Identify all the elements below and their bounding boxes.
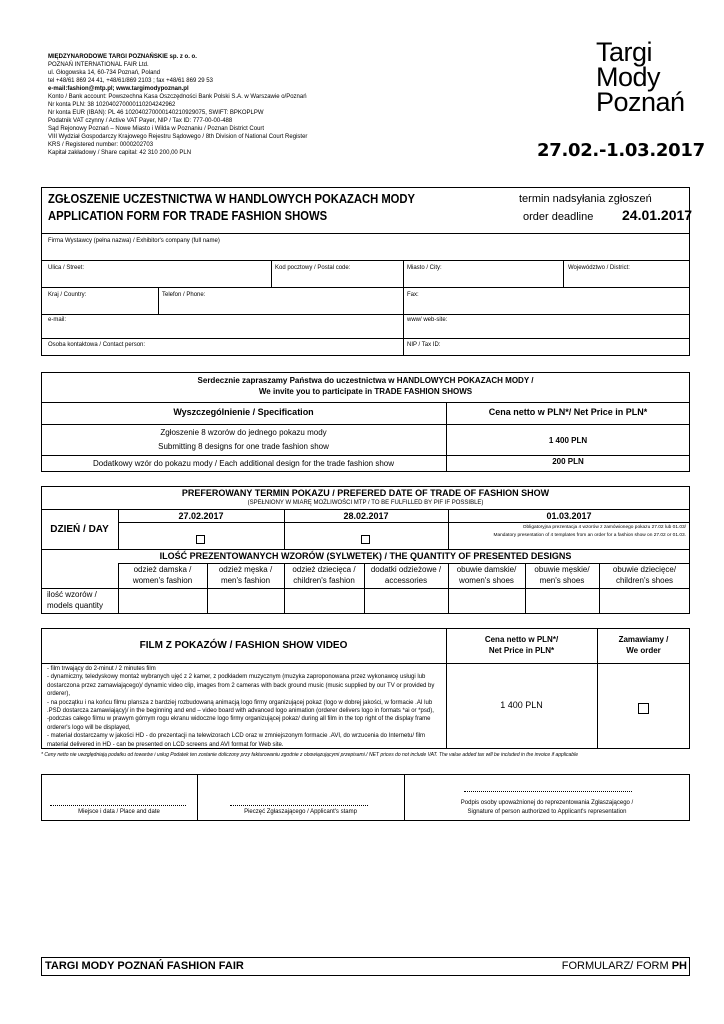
preferred-subtitle: (SPEŁNIONY W MIARĘ MOŻLIWOŚCI MTP / TO BE FULFILLED BY PIF IF POSSIBLE) — [247, 500, 484, 506]
organizer-vat: Podatnik VAT czynny / Active VAT Payer, NIP / Tax ID: 777-00-00-488 — [48, 118, 233, 124]
organizer-bank: Konto / Bank account: Powszechna Kasa Oszczędności Bank Polski S.A. w Warszawie o/Poznań — [48, 94, 307, 100]
category-womens-shoes-en: women's shoes — [459, 576, 514, 585]
category-mens-shoes-en: men's shoes — [539, 576, 585, 585]
video-price-header-1: Cena netto w PLN*/ — [484, 635, 559, 644]
signature-label-pl: Podpis osoby upoważnionej do reprezentowania Zgłaszającego / — [460, 800, 634, 806]
row1-spec-pl: Zgłoszenie 8 wzorów do jednego pokazu mody — [160, 428, 327, 437]
region-field-label: Województwo / District: — [568, 265, 630, 271]
category-accessories-en: accessories — [384, 576, 428, 585]
category-women-en: women's fashion — [132, 576, 193, 585]
date-option-2: 28.02.2017 — [343, 511, 389, 521]
category-men-pl: odzież męska / — [218, 565, 273, 574]
organizer-email: e-mail:fashion@mtp.pl; www.targimodypoznan.pl — [48, 86, 189, 92]
video-desc-line: - na początku i na końcu filmu plansza z bardziej rozbudowaną animacją logo firmy organizującej pokaz (logo w dobrej jakości, w formacie .AI lub — [47, 699, 433, 706]
qty-input-children[interactable] — [285, 589, 364, 613]
date-option-1: 27.02.2017 — [178, 511, 224, 521]
city-field-label: Miasto / City: — [407, 265, 442, 271]
video-order-header-1: Zamawiamy / — [618, 635, 669, 644]
organizer-info — [48, 53, 348, 157]
form-title-en: APPLICATION FORM FOR TRADE FASHION SHOWS — [48, 209, 328, 223]
category-childrens-shoes-en: children's shoes — [615, 576, 674, 585]
category-womens-shoes-pl: obuwie damskie/ — [456, 565, 517, 574]
row2-price: 200 PLN — [552, 457, 584, 466]
row1-price: 1 400 PLN — [548, 436, 588, 445]
qty-row-label-en: models quantity — [47, 601, 104, 610]
place-date-label: Miejsce i data / Place and date — [78, 809, 160, 815]
contact-field-label: Osoba kontaktowa / Contact person: — [48, 342, 146, 348]
video-desc-line: orderer's logo will be displayed, — [47, 724, 131, 731]
email-field-label: e-mail: — [48, 317, 67, 323]
video-title: FILM Z POKAZÓW / FASHION SHOW VIDEO — [139, 640, 348, 651]
phone-field-label: Telefon / Phone: — [162, 292, 206, 298]
footer-fair-name: TARGI MODY POZNAŃ FASHION FAIR — [45, 960, 244, 972]
date-1-checkbox[interactable] — [196, 535, 205, 544]
category-men-en: men's fashion — [220, 576, 271, 585]
qty-input-womens-shoes[interactable] — [449, 589, 525, 613]
stamp-label: Pieczęć Zgłaszającego / Applicant's stamp — [244, 809, 357, 815]
signature-label-en: Signature of person authorized to Applicant's representation — [467, 809, 627, 815]
organizer-name-pl: MIĘDZYNARODOWE TARGI POZNAŃSKIE sp. z o. o. — [48, 54, 197, 60]
date-2-checkbox[interactable] — [361, 535, 370, 544]
vat-note: * Ceny netto nie uwzględniają podatku od towarów i usług Podatek ten zostanie doliczony przy fakturowaniu zgodnie z obowiązującymi przepisami./ NET prices do not include VAT. The value added tax will be included in the invoice if applicable — [41, 752, 578, 758]
video-desc-line: - materiał dostarczamy w jakości HD - do prezentacji na telewizorach LCD oraz w zmniejszonym formacie .AVI, do wrzucenia do Internetu/ film — [47, 733, 426, 740]
organizer-division: VIII Wydział Gospodarczy Krajowego Rejestru Sądowego / 8th Division of National Court Register — [48, 134, 308, 140]
video-desc-line: - dynamiczny, teledyskowy montaż wybranych ujęć z 2 kamer, z podkładem muzycznym (muzyka zaproponowana przez wykonawcę usługi lub — [47, 674, 426, 681]
video-desc-line: dostarczona przez zamawiającego)/ dynamic video clip, images from 2 cameras with back ground music (music supplied by our TV or provided by — [47, 682, 435, 689]
video-desc-line: -podczas całego filmu w prawym górnym rogu ekranu widoczne logo firmy organizującej pokaz/ during all film in the top right of the display frame — [47, 716, 431, 723]
video-order-checkbox[interactable] — [638, 703, 649, 714]
deadline-date: 24.01.2017 — [622, 207, 693, 223]
category-women-pl: odzież damska / — [133, 565, 192, 574]
deadline-label-en: order deadline — [523, 211, 594, 223]
video-price: 1 400 PLN — [500, 700, 543, 710]
company-field-label: Firma Wystawcy (pełna nazwa) / Exhibitor's company (full name) — [48, 238, 220, 244]
organizer-account-eur: Nr konta EUR (IBAN): PL 46 1020402700001402109290​75, SWIFT: BPKOPLPW — [48, 110, 264, 116]
spec-column-header: Wyszczególnienie / Specification — [173, 407, 314, 417]
qty-input-mens-shoes[interactable] — [526, 589, 599, 613]
date-option-3: 01.03.2017 — [546, 511, 592, 521]
date-3-note-en: Mandatory presentation of 4 templates from an order for a fashion show on 27.02 or 01.03. — [493, 533, 686, 538]
deadline-label-pl: termin nadsyłania zgłoszeń — [519, 193, 652, 205]
country-field-label: Kraj / Country: — [48, 292, 87, 298]
organizer-krs: KRS / Registered number: 0000202703 — [48, 142, 154, 148]
video-description — [47, 665, 443, 749]
event-dates: 27.02.-1.03.2017 — [537, 140, 705, 161]
qty-input-men[interactable] — [208, 589, 284, 613]
organizer-court: Sąd Rejonowy Poznań – Nowe Miasto i Wilda w Poznaniu / Poznan District Court — [48, 126, 265, 132]
qty-input-women[interactable] — [119, 589, 207, 613]
company-input[interactable] — [42, 246, 689, 260]
video-desc-line: - film trwający do 2-minut / 2 minutes film — [47, 666, 156, 672]
website-field-label: www/ web-site: — [407, 317, 448, 323]
invite-line-1: Serdecznie zapraszamy Państwa do uczestnictwa w HANDLOWYCH POKAZACH MODY / — [197, 376, 534, 385]
video-desc-line: orderer), — [47, 691, 71, 698]
qty-title: ILOŚĆ PREZENTOWANYCH WZORÓW (SYLWETEK) / THE QUANTITY OF PRESENTED DESIGNS — [159, 551, 572, 561]
nip-field-label: NIP / Tax ID: — [407, 342, 441, 348]
place-date-input[interactable] — [45, 775, 195, 805]
street-field-label: Ulica / Street: — [48, 265, 85, 271]
organizer-capital: Kapitał zakładowy / Share capital: 42 310 200,00 PLN — [48, 150, 192, 156]
invite-line-2: We invite you to participate in TRADE FASHION SHOWS — [258, 387, 473, 396]
organizer-name-en: POZNAŃ INTERNATIONAL FAIR Ltd. — [48, 62, 149, 68]
day-label: DZIEŃ / DAY — [50, 524, 109, 535]
postal-field-label: Kod pocztowy / Postal code: — [275, 265, 351, 271]
targi-mody-logo — [596, 37, 685, 117]
date-3-note — [456, 524, 686, 540]
video-desc-line: material delivered in HD - can be presented on LCD screens and AVI format for Web site. — [47, 741, 284, 748]
form-title-pl: ZGŁOSZENIE UCZESTNICTWA W HANDLOWYCH POKAZACH MODY — [48, 192, 416, 206]
organizer-phone: tel +48/61 869 24 41, +48/61/869 2103 ; fax +48/61 869 29 53 — [48, 78, 213, 84]
category-accessories-pl: dodatki odzieżowe / — [370, 565, 442, 574]
row1-spec-en: Submitting 8 designs for one trade fashion show — [158, 442, 329, 451]
signature-input[interactable] — [408, 775, 688, 791]
category-childrens-shoes-pl: obuwie dziecięce/ — [612, 565, 677, 574]
preferred-title: PREFEROWANY TERMIN POKAZU / PREFERED DATE OF TRADE OF FASHION SHOW — [181, 488, 550, 498]
qty-input-accessories[interactable] — [365, 589, 448, 613]
video-order-header-2: We order — [626, 646, 661, 655]
date-3-note-pl: Obligatoryjna prezentacja 4 wzorów z zamówionego pokazu 27.02 lub 01.03/ — [522, 525, 686, 530]
category-children-en: children's fashion — [293, 576, 355, 585]
footer-form-label: FORMULARZ/ FORM — [561, 960, 672, 972]
video-price-header-2: Net Price in PLN* — [488, 646, 555, 655]
row2-spec: Dodatkowy wzór do pokazu mody / Each additional design for the trade fashion show — [92, 459, 395, 468]
qty-input-childrens-shoes[interactable] — [600, 589, 689, 613]
category-mens-shoes-pl: obuwie męskie/ — [534, 565, 590, 574]
stamp-area[interactable] — [201, 775, 401, 805]
video-desc-line: .PSD dostarcza zamawiający)/ in the beginning and end – video board with advanced logo animation (orderer delivers logo in formats *ai or *psd), — [47, 708, 434, 715]
category-children-pl: odzież dziecięca / — [292, 565, 356, 574]
logo-line-1: Targi — [596, 37, 653, 67]
organizer-account-pln: Nr konta PLN: 38 1020402700001102042429​62 — [48, 102, 176, 108]
footer-form-code — [562, 960, 687, 972]
qty-row-label-pl: ilość wzorów / — [47, 590, 97, 599]
footer-form-id: PH — [671, 960, 687, 972]
fax-field-label: Fax: — [407, 292, 419, 298]
logo-line-2: Mody — [596, 62, 661, 92]
logo-line-3: Poznań — [596, 87, 685, 117]
organizer-address: ul. Głogowska 14, 60-734 Poznań, Poland — [48, 70, 161, 76]
price-column-header: Cena netto w PLN*/ Net Price in PLN* — [488, 407, 648, 417]
